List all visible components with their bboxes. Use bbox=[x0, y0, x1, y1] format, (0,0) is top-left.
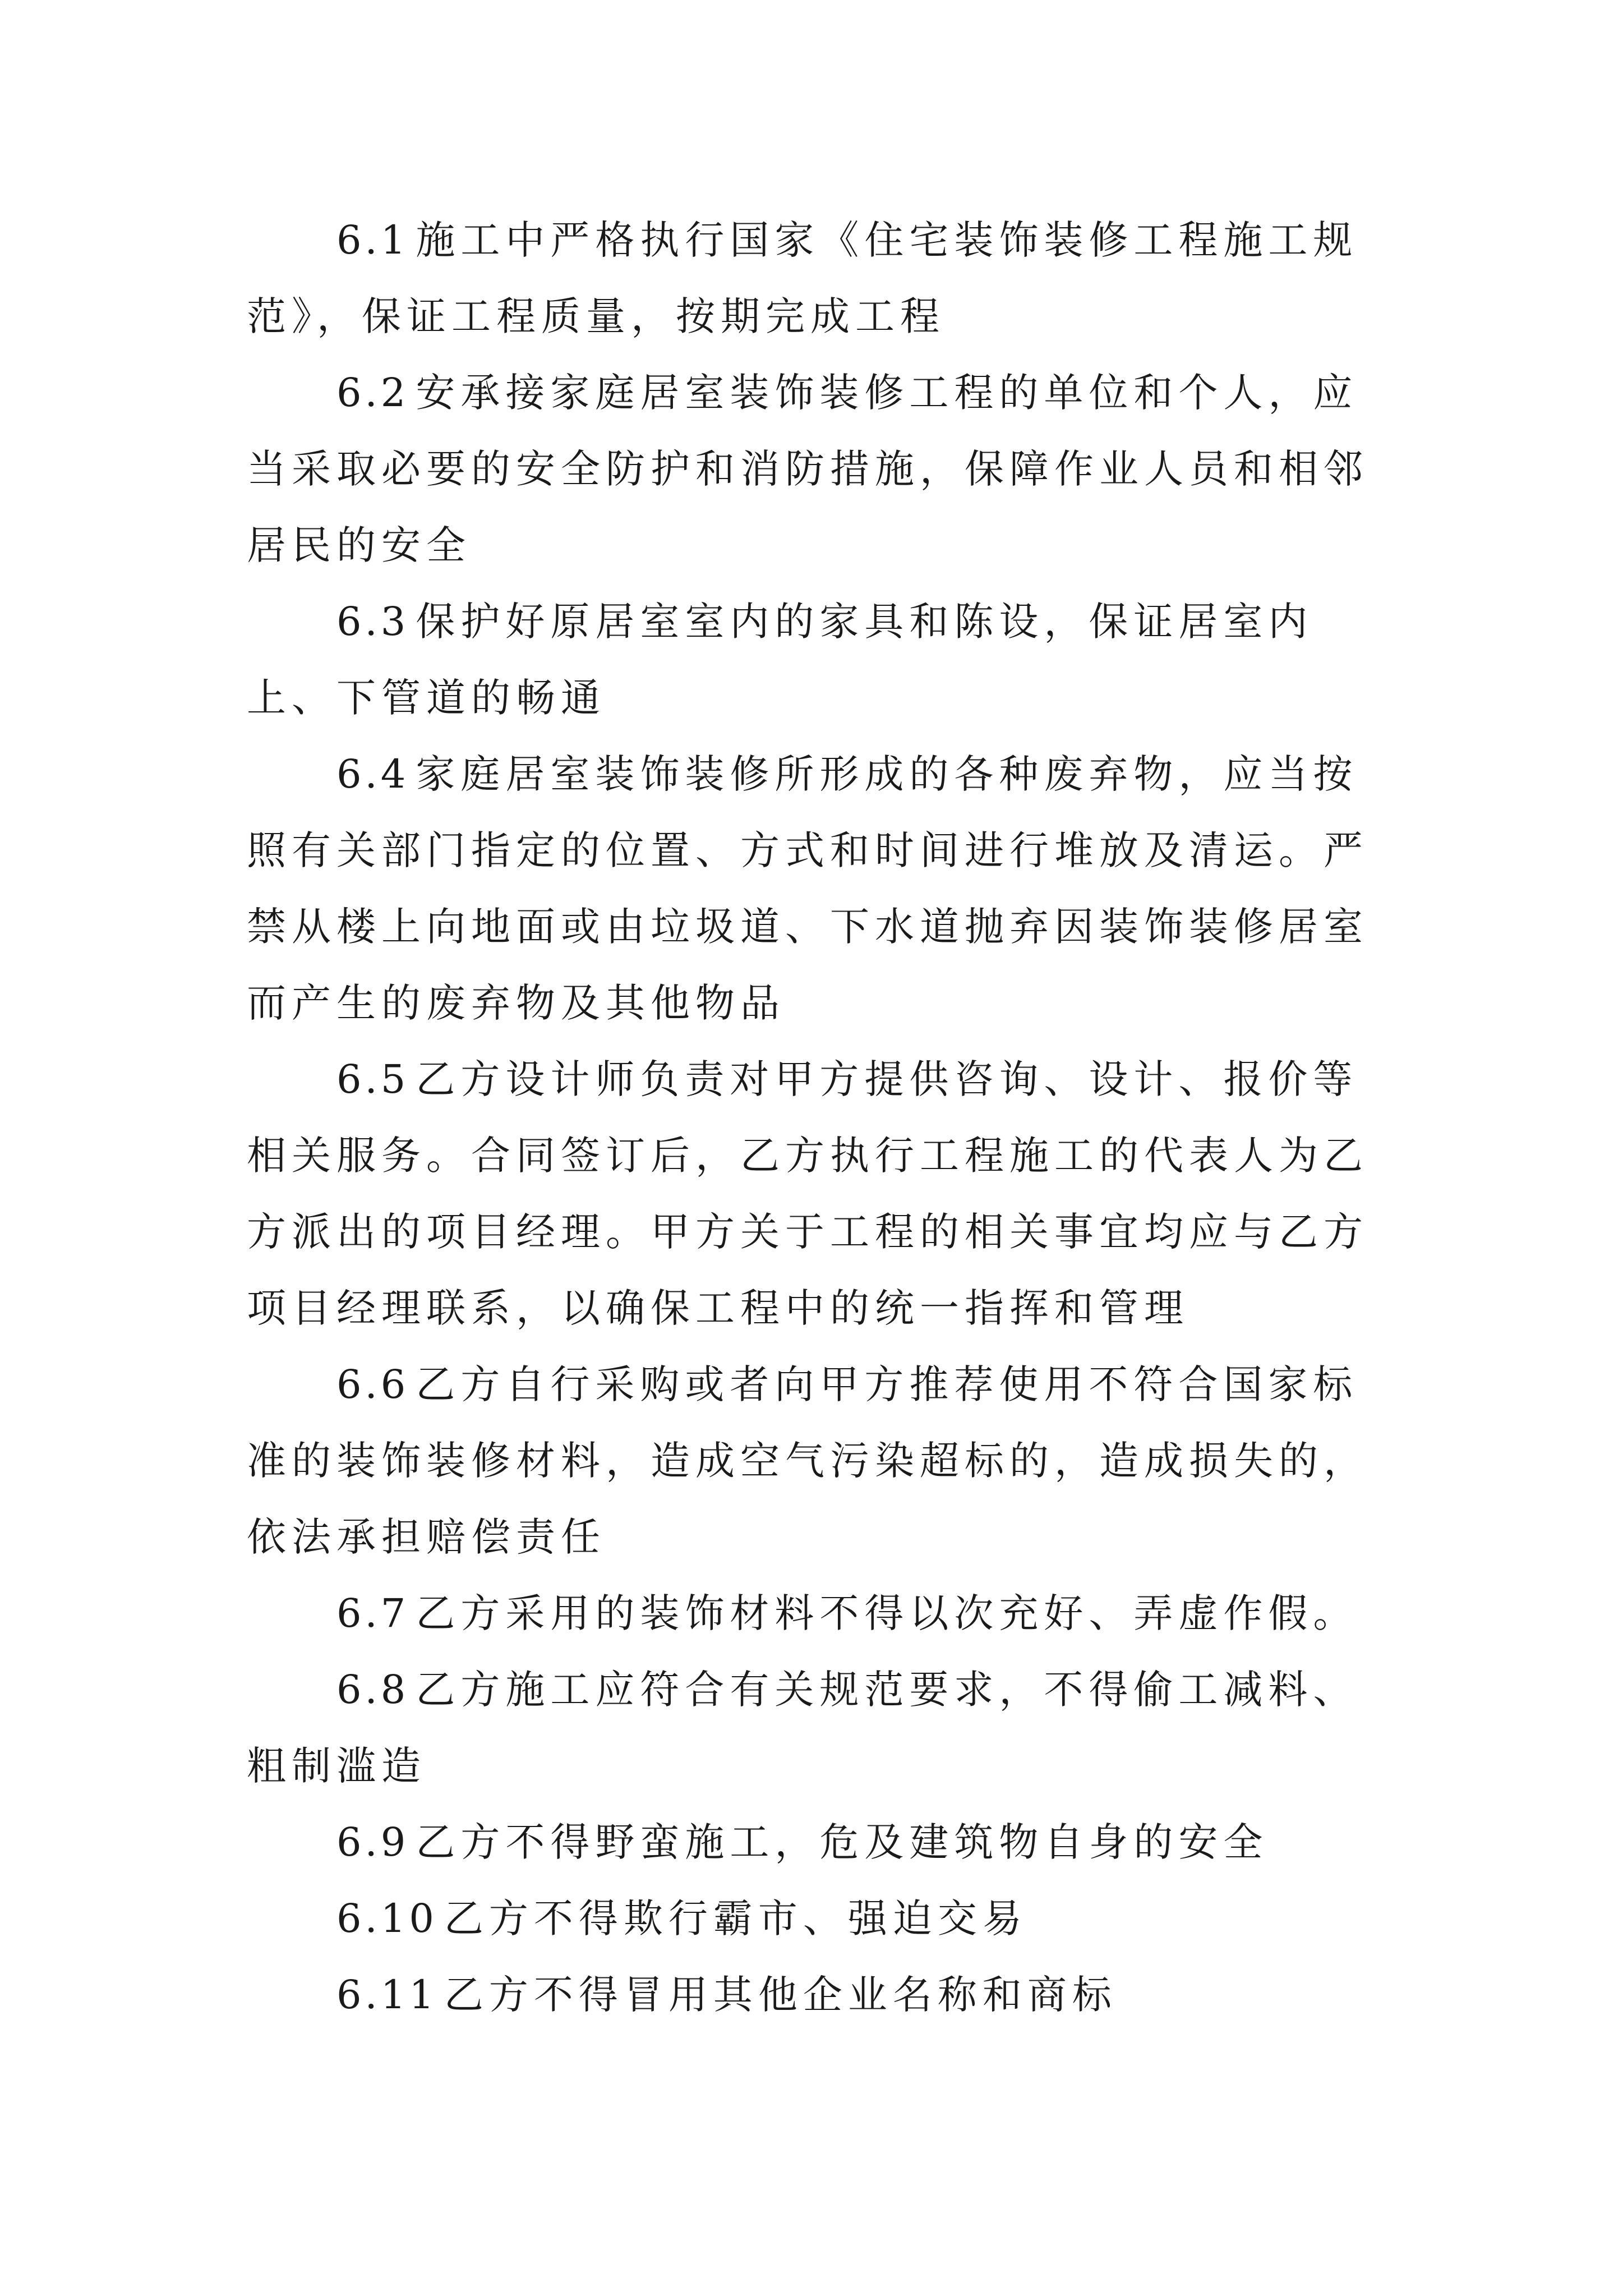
clause-number: 6.6 bbox=[336, 1361, 409, 1407]
clause-number: 6.10 bbox=[336, 1895, 437, 1941]
clause-text: 乙方不得欺行霸市、强迫交易 bbox=[444, 1895, 1027, 1941]
clause-6-2 bbox=[247, 355, 1377, 583]
clause-number: 6.9 bbox=[336, 1819, 409, 1865]
clause-text: 安承接家庭居室装饰装修工程的单位和个人，应当采取必要的安全防护和消防措施，保障作业人员和相邻居民的安全 bbox=[247, 370, 1368, 568]
clause-6-5 bbox=[247, 1041, 1377, 1346]
clause-6-9 bbox=[247, 1804, 1377, 1880]
clause-6-11 bbox=[247, 1957, 1377, 2033]
clause-text: 保护好原居室室内的家具和陈设，保证居室内上、下管道的畅通 bbox=[247, 599, 1313, 721]
clause-6-10 bbox=[247, 1880, 1377, 1957]
clause-number: 6.7 bbox=[336, 1590, 409, 1636]
clause-6-7 bbox=[247, 1575, 1377, 1651]
clause-number: 6.2 bbox=[336, 370, 409, 416]
clause-number: 6.3 bbox=[336, 599, 409, 645]
clause-text: 乙方不得冒用其他企业名称和商标 bbox=[444, 1972, 1117, 2018]
clause-6-1 bbox=[247, 202, 1377, 355]
clause-text: 乙方设计师负责对甲方提供咨询、设计、报价等相关服务。合同签订后，乙方执行工程施工的代表人为乙方派出的项目经理。甲方关于工程的相关事宜均应与乙方项目经理联系，以确保工程中的统一指挥和管理 bbox=[247, 1056, 1368, 1331]
clause-6-8 bbox=[247, 1651, 1377, 1804]
clause-number: 6.8 bbox=[336, 1667, 409, 1713]
clause-number: 6.1 bbox=[336, 217, 409, 263]
clause-6-3 bbox=[247, 583, 1377, 736]
clause-text: 乙方不得野蛮施工，危及建筑物自身的安全 bbox=[416, 1819, 1269, 1865]
clause-number: 6.11 bbox=[336, 1972, 437, 2018]
clause-number: 6.5 bbox=[336, 1056, 409, 1102]
clause-text: 乙方采用的装饰材料不得以次充好、弄虚作假。 bbox=[416, 1590, 1358, 1636]
clause-6-4 bbox=[247, 736, 1377, 1041]
clause-text: 家庭居室装饰装修所形成的各种废弃物，应当按照有关部门指定的位置、方式和时间进行堆放及清运。严禁从楼上向地面或由垃圾道、下水道抛弃因装饰装修居室而产生的废弃物及其他物品 bbox=[247, 751, 1368, 1026]
clause-number: 6.4 bbox=[336, 751, 409, 797]
clause-text: 乙方自行采购或者向甲方推荐使用不符合国家标准的装饰装修材料，造成空气污染超标的，造成损失的，依法承担赔偿责任 bbox=[247, 1361, 1368, 1560]
clause-6-6 bbox=[247, 1346, 1377, 1575]
clause-text: 施工中严格执行国家《住宅装饰装修工程施工规范》，保证工程质量，按期完成工程 bbox=[247, 217, 1358, 339]
clause-text: 乙方施工应符合有关规范要求，不得偷工减料、粗制滥造 bbox=[247, 1667, 1358, 1789]
clause-list bbox=[247, 202, 1377, 2033]
